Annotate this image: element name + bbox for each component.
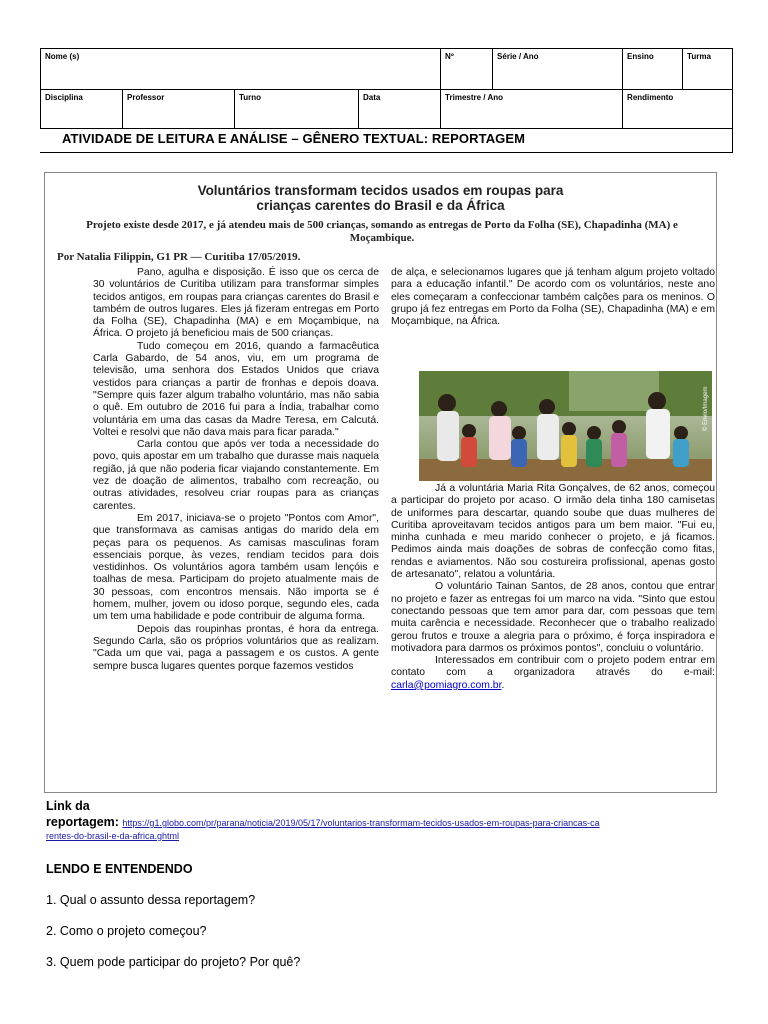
volunteers-photo [419, 371, 712, 481]
article-byline: Por Natalia Filippin, G1 PR — Curitiba 17/05/2019. [57, 251, 301, 263]
paragraph: Pano, agulha e disposição. É isso que os cerca de 30 voluntários de Curitiba utilizam para transformar simples tecidos antigos, em roupas para crianças carentes do Brasil e também de outros lugares. Eles já fizeram entregas em Porto da Folha (SE), Chapadinha (MA) e em Moçambique, na África. O projeto já beneficiou mais de 500 crianças. [93, 267, 379, 340]
teacher-field[interactable]: Professor [123, 90, 235, 129]
article-title-line2: crianças carentes do Brasil e da África [256, 198, 505, 213]
article-right-column-bottom [391, 483, 715, 692]
paragraph: Carla contou que após ver toda a necessidade do povo, quis apostar em um trabalho que durasse mais naquela região, já que não poderia ficar viajando constantemente. Em vez de doação de alimentos, trabalho com recreação, ou outras atividades, resolveu criar roupas para as crianças carentes. [93, 439, 379, 512]
article-clipping [44, 172, 717, 793]
paragraph: de alça, e selecionamos lugares que já tenham algum projeto voltado para a educação infantil." De acordo com os voluntários, neste ano eles começaram a confeccionar também calções para os meninos. O grupo já fez entregas em Porto da Folha (SE), Chapadinha (MA) e em Moçambique, na África. [391, 267, 715, 328]
grade-result-field[interactable]: Rendimento [623, 90, 733, 129]
paragraph: Depois das roupinhas prontas, é hora da entrega. Segundo Carla, são os próprios voluntários que as realizam. "Cada um que vai, paga a passagem e os custos. A gente sempre busca lugares quentes porque fazemos vestidos [93, 623, 379, 672]
article-url-link[interactable]: https://g1.globo.com/pr/parana/noticia/2019/05/17/voluntarios-transformam-tecidos-usados-em-roupas-para-criancas-ca [122, 818, 600, 828]
question-3: 3. Quem pode participar do projeto? Por quê? [46, 955, 301, 969]
article-subtitle: Projeto existe desde 2017, e já atendeu mais de 500 crianças, somando as entregas de Porto da Folha (SE), Chapadinha (MA) e Moçambique. [86, 219, 678, 244]
paragraph: Tudo começou em 2016, quando a farmacêutica Carla Gabardo, de 54 anos, viu, em um programa de televisão, uma senhora dos Estados Unidos que criava vestidos para crianças a partir de fronhas e depois doava. "Sempre quis fazer algum trabalho voluntário, mas não sabia o quê. Em outubro de 2016 fui para a Índia, trabalhar como voluntária em uma das casas da Madre Teresa, em Calcutá. Voltei e resolvi que não dava mais para ficar parada." [93, 340, 379, 438]
article-title-line1: Voluntários transformam tecidos usados em roupas para [197, 183, 564, 198]
article-title [45, 183, 716, 213]
question-1: 1. Qual o assunto dessa reportagem? [46, 893, 256, 907]
class-field[interactable]: Turma [683, 49, 733, 90]
contact-email-link[interactable]: carla@pomiagro.com.br [391, 679, 502, 691]
contact-end: . [501, 679, 505, 691]
question-2: 2. Como o projeto começou? [46, 924, 207, 938]
link-label-line2: reportagem: [46, 815, 119, 829]
shift-field[interactable]: Turno [235, 90, 359, 129]
number-field[interactable]: Nº [441, 49, 493, 90]
photo-credit: © Envio/Imagem [703, 386, 709, 431]
header-table [40, 48, 733, 129]
paragraph: Já a voluntária Maria Rita Gonçalves, de 62 anos, começou a participar do projeto por acaso. O irmão dela tinha 180 camisetas de uniformes para descartar, quando soube que duas mulheres de Curitiba aproveitavam tecidos antigos para um bem maior. "Fui eu, minha cunhada e meu marido conhecer o projeto, e já ficamos. Pedimos ainda mais doações de sobras de confecção como fitas, rendas e aviamentos. Não sou costureira profissional, apenas gosto de artesanato", relatou a voluntária. [391, 483, 715, 581]
link-label-line1: Link da [46, 799, 90, 813]
activity-title-bar [40, 128, 733, 153]
name-field[interactable]: Nome (s) [41, 49, 441, 90]
section-title: LENDO E ENTENDENDO [46, 862, 193, 876]
paragraph: Em 2017, iniciava-se o projeto "Pontos com Amor", que transformava as camisas antigas do marido dela em peças para os pequenos. As camisas masculinas foram essenciais porque, às vezes, rendiam tecidos para dois vestidinhos. Os voluntários agora também usam lençóis e toalhas de mesa. Participam do projeto atualmente mais de 30 pessoas, com encontros mensais. Não importa se é homem, mulher, jovem ou idoso porque, segundo eles, cada um tem uma habilidade e pode contribuir de alguma forma. [93, 512, 379, 623]
contact-text: Interessados em contribuir com o projeto podem entrar em contato com a organizadora através do e-mail: [391, 655, 715, 679]
article-link-block [46, 799, 736, 841]
term-field[interactable]: Trimestre / Ano [441, 90, 623, 129]
contact-paragraph [391, 655, 715, 692]
article-right-column-top [391, 267, 715, 328]
article-left-column [93, 267, 379, 673]
activity-title: ATIVIDADE DE LEITURA E ANÁLISE – GÊNERO TEXTUAL: REPORTAGEM [62, 131, 526, 146]
paragraph: O voluntário Tainan Santos, de 28 anos, contou que entrar no projeto e fazer as entregas foi um marco na vida. "Sinto que estou conectando pessoas que tem amor para dar, com pessoas que tem muita carência e necessidade. Reconhecer que o trabalho realizado gerou frutos e trouxe a alegria para o próximo, é força inspiradora e motivadora para darmos os próximos pontos", concluiu o voluntário. [391, 581, 715, 654]
grade-field[interactable]: Série / Ano [493, 49, 623, 90]
article-url-link-continued[interactable]: rentes-do-brasil-e-da-africa.ghtml [46, 831, 180, 841]
date-field[interactable]: Data [359, 90, 441, 129]
level-field[interactable]: Ensino [623, 49, 683, 90]
subject-field[interactable]: Disciplina [41, 90, 123, 129]
